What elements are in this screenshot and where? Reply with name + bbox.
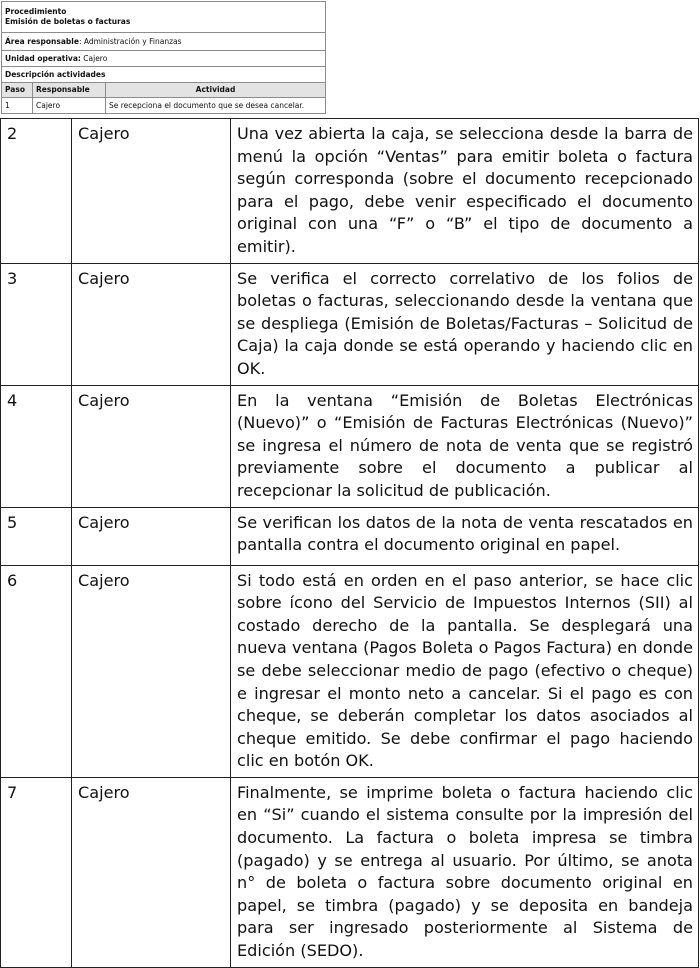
step-number: 2	[1, 119, 72, 264]
step-number: 6	[1, 565, 72, 777]
step-number: 3	[1, 263, 72, 385]
step-activity: Finalmente, se imprime boleta o factura haciendo clic en “Si” cuando el sistema consulte por la impresión del documento. La factura o boleta impresa se timbra (pagado) y se entrega al usuario. Por último, se anota n° de boleta o factura sobre documento original en papel, se timbra (pagado) y se deposita en bandeja para ser ingresado posteriormente al Sistema de Edición (SEDO).	[231, 777, 699, 967]
table-row	[1, 777, 699, 967]
area-cell	[2, 33, 326, 51]
col-header-step: Paso	[2, 83, 33, 98]
table-row	[1, 119, 699, 264]
unit-value: Cajero	[80, 53, 108, 63]
unit-label: Unidad operativa:	[5, 53, 81, 63]
step-responsible: Cajero	[72, 385, 231, 507]
table-row	[1, 565, 699, 777]
step-responsible: Cajero	[72, 507, 231, 565]
step-number: 7	[1, 777, 72, 967]
procedure-header-table	[1, 1, 326, 114]
step-activity: En la ventana “Emisión de Boletas Electrónicas (Nuevo)” o “Emisión de Facturas Electrónicas (Nuevo)” se ingresa el número de nota de venta que se registró previamente sobre el documento a publicar al recepcionar la solicitud de publicación.	[231, 385, 699, 507]
step-number: 4	[1, 385, 72, 507]
area-value: : Administración y Finanzas	[78, 36, 182, 46]
step-activity: Si todo está en orden en el paso anterior, se hace clic sobre ícono del Servicio de Impuestos Internos (SII) al costado derecho de la pantalla. Se desplegará una nueva ventana (Pagos Boleta o Pagos Factura) en donde se debe seleccionar medio de pago (efectivo o cheque) e ingresar el monto neto a cancelar. Si el pago es con cheque, se deberán completar los datos asociados al cheque emitido. Se debe confirmar el pago haciendo clic en botón OK.	[231, 565, 699, 777]
procedure-title-cell	[2, 2, 326, 33]
step-responsible: Cajero	[72, 119, 231, 264]
table-row	[1, 507, 699, 565]
procedure-name: Emisión de boletas o facturas	[5, 17, 131, 26]
activities-label: Descripción actividades	[2, 67, 326, 83]
procedure-label: Procedimiento	[5, 7, 67, 16]
step-activity: Una vez abierta la caja, se selecciona desde la barra de menú la opción “Ventas” para emitir boleta o factura según corresponda (sobre el documento recepcionado para el pago, debe venir especificado el documento original con una “F” o “B” el tipo de documento a emitir).	[231, 119, 699, 264]
table-row	[1, 385, 699, 507]
step-number: 5	[1, 507, 72, 565]
step-activity: Se recepciona el documento que se desea cancelar.	[106, 98, 326, 114]
steps-table	[0, 118, 699, 968]
step-responsible: Cajero	[72, 565, 231, 777]
unit-cell	[2, 51, 326, 67]
area-label: Área responsable	[5, 36, 79, 46]
step-activity: Se verifican los datos de la nota de venta rescatados en pantalla contra el documento original en papel.	[231, 507, 699, 565]
col-header-activity: Actividad	[106, 83, 326, 98]
col-header-responsible: Responsable	[33, 83, 106, 98]
step-responsible: Cajero	[33, 98, 106, 114]
step-responsible: Cajero	[72, 263, 231, 385]
table-row	[1, 263, 699, 385]
table-row	[2, 98, 326, 114]
step-activity: Se verifica el correcto correlativo de los folios de boletas o facturas, seleccionando desde la ventana que se despliega (Emisión de Boletas/Facturas – Solicitud de Caja) la caja donde se está operando y haciendo clic en OK.	[231, 263, 699, 385]
step-responsible: Cajero	[72, 777, 231, 967]
step-number: 1	[2, 98, 33, 114]
